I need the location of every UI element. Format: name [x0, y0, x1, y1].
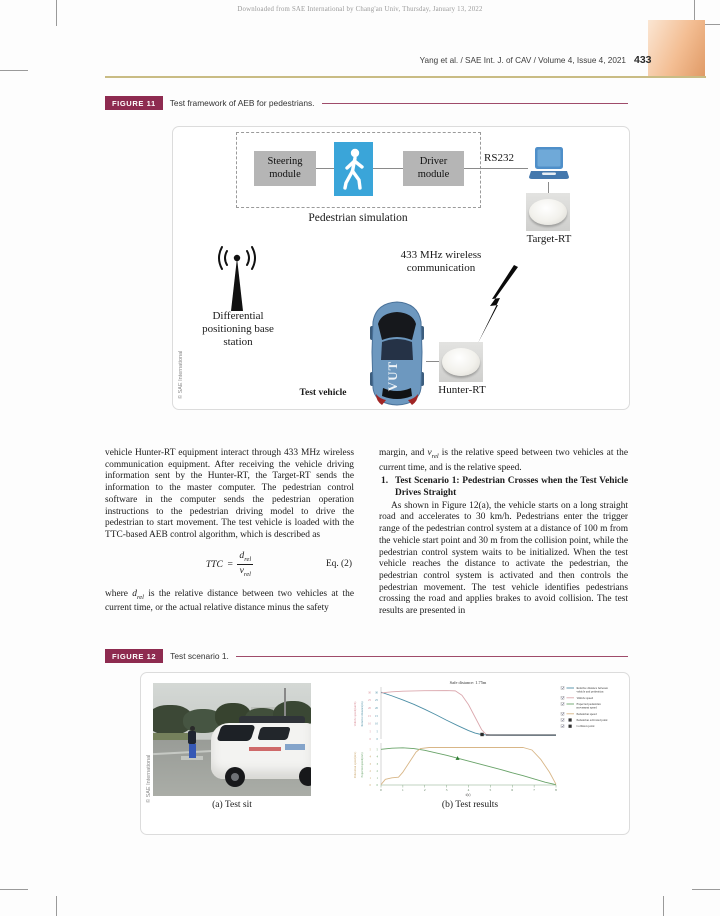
crop-mark [0, 70, 28, 71]
figure11-badge: FIGURE 11 [105, 96, 163, 110]
figure12-credit: © SAE International [146, 754, 152, 803]
car-front-rim [231, 773, 239, 781]
svg-text:6: 6 [511, 788, 514, 792]
svg-text:Expected speed(m/s): Expected speed(m/s) [360, 752, 364, 778]
running-head: Yang et al. / SAE Int. J. of CAV / Volume 4, Issue 4, 2021 [419, 56, 626, 65]
crop-mark [56, 0, 57, 26]
figure12-badge: FIGURE 12 [105, 649, 163, 663]
svg-text:Pedestrian speed: Pedestrian speed [576, 711, 597, 716]
svg-text:0: 0 [376, 783, 378, 788]
svg-text:Pedestrian speed(m/s): Pedestrian speed(m/s) [353, 751, 357, 779]
list-number: 1. [381, 476, 389, 487]
caption-b: (b) Test results [441, 800, 499, 810]
hunter-rt-disc [442, 348, 480, 376]
figure11-credit: © SAE International [178, 350, 184, 399]
svg-text:7: 7 [533, 788, 535, 792]
eq-sign: = [226, 558, 234, 570]
pedestrian-torso [188, 731, 196, 744]
svg-text:5: 5 [489, 788, 492, 792]
equation-2 [105, 551, 354, 581]
scenario-heading [379, 476, 628, 499]
svg-text:5: 5 [369, 729, 371, 734]
driver-module-label: Driver module [417, 156, 450, 180]
figure12-caption: Test scenario 1. [170, 651, 229, 661]
svg-text:2: 2 [423, 788, 426, 792]
svg-text:15: 15 [375, 713, 378, 718]
svg-text:Relative distance(m): Relative distance(m) [360, 701, 364, 727]
svg-text:10: 10 [375, 721, 378, 726]
caption-a: (a) Test sit [212, 800, 252, 810]
svg-text:10: 10 [368, 721, 371, 726]
figure11-caption-row [105, 96, 628, 110]
target-rt-device [526, 193, 570, 231]
antenna-icon [214, 245, 260, 315]
svg-text:4: 4 [376, 754, 378, 759]
pedestrian-icon [334, 142, 373, 196]
svg-text:5: 5 [376, 747, 378, 752]
svg-text:2: 2 [369, 768, 371, 773]
svg-text:3: 3 [445, 788, 448, 792]
lightning-icon [472, 265, 518, 345]
svg-text:20: 20 [368, 705, 371, 710]
crop-mark [663, 896, 664, 916]
paragraph: vehicle Hunter-RT equipment interact through 433 MHz wireless communication equipment. After receiving the vehicle driving information sent by the Hunter-RT, the Target-RT sends the information to the master computer. The pedestrian control software in the computer sends the pedestrian operation instructions to the pedestrian driving model to drive the pedestrian to start movement. The test vehicle is loaded with the TTC-based AEB control algorithm, which is described as [105, 448, 354, 540]
target-rt-label: Target-RT [526, 233, 572, 245]
svg-text:t(s): t(s) [465, 793, 471, 797]
rs232-label: RS232 [484, 152, 514, 164]
pedestrian-simulation-label: Pedestrian simulation [308, 212, 408, 224]
connector-line [464, 168, 528, 169]
steering-module-label: Steering module [267, 156, 303, 180]
figure12-caption-row [105, 649, 628, 663]
car-blue-decal [285, 744, 305, 750]
download-watermark: Downloaded from SAE International by Chang'an Univ, Thursday, January 13, 2022 [237, 6, 483, 13]
svg-text:1: 1 [369, 776, 371, 781]
svg-text:1: 1 [402, 788, 404, 792]
svg-text:Pedestrian activated point: Pedestrian activated point [576, 718, 608, 722]
crop-mark [692, 889, 720, 890]
figure12-image [140, 672, 630, 835]
walking-person-glyph [339, 147, 369, 191]
svg-text:Expected pedestrian: Expected pedestrian [576, 702, 601, 706]
svg-text:0: 0 [369, 783, 371, 788]
car-rear-wheel [299, 767, 311, 786]
connector-line [316, 168, 334, 169]
driver-module-box [403, 151, 464, 186]
svg-text:0: 0 [380, 788, 382, 792]
eq-label: Eq. (2) [325, 558, 352, 569]
wireless-label: 433 MHz wireless communication [400, 249, 482, 275]
svg-text:30: 30 [375, 690, 378, 695]
paragraph: As shown in Figure 12(a), the vehicle starts on a long straight road and accelerates to 30 km/h. Pedestrians enter the trigger range of the pedestrian control system at a distance of 100 m from the vehicle start point and 30 m from the collision point, while the pedestrian control system waits to be initialized. When the test vehicle reaches the distance to activate the pedestrian, the pedestrian control system is activated and then controls the pedestrian movement. The test vehicle identifies pedestrians crossing the road and applies brakes to avoid collision. The test results are presented in [379, 500, 628, 617]
svg-text:Relative distance between: Relative distance between [576, 686, 608, 690]
figure11-image [172, 126, 630, 410]
svg-text:Collision point: Collision point [576, 724, 595, 729]
crop-mark [0, 889, 28, 890]
figure11-rule [322, 103, 628, 104]
vut-label: VUT [385, 360, 400, 392]
svg-text:1: 1 [376, 776, 378, 781]
car-side-window [257, 727, 290, 740]
svg-text:4: 4 [467, 788, 470, 792]
car-windshield [216, 725, 255, 741]
figure11-caption: Test framework of AEB for pedestrians. [169, 98, 315, 108]
eq-lhs: TTC [205, 558, 223, 570]
header-rule [105, 76, 706, 78]
svg-text:3: 3 [376, 761, 378, 766]
target-rt-disc [529, 199, 567, 225]
car-icon [368, 300, 426, 408]
svg-text:0: 0 [376, 737, 378, 742]
svg-text:Safe distance: 1.75m: Safe distance: 1.75m [449, 680, 487, 685]
svg-text:5: 5 [376, 729, 378, 734]
svg-text:15: 15 [368, 713, 371, 718]
svg-text:2: 2 [376, 768, 378, 773]
paragraph: margin, and $v_{rel}$ is the relative speed between two vehicles at the current time, and is the relative speed. [379, 448, 629, 473]
svg-text:movement speed: movement speed [576, 705, 597, 710]
svg-text:25: 25 [375, 698, 378, 703]
svg-text:30: 30 [368, 690, 371, 695]
svg-text:0: 0 [369, 737, 371, 742]
crop-mark [704, 24, 720, 25]
car-red-decal [249, 747, 281, 751]
body-text [105, 448, 628, 618]
test-results-chart [316, 677, 624, 799]
test-site-photo [153, 683, 311, 796]
connector-line [373, 168, 403, 169]
hunter-rt-device [439, 342, 483, 382]
svg-text:4: 4 [369, 754, 371, 759]
steering-module-box [254, 151, 316, 186]
hunter-rt-label: Hunter-RT [438, 384, 486, 396]
list-heading: Test Scenario 1: Pedestrian Crosses when the Test Vehicle Drives Straight [395, 476, 628, 498]
base-station-label: Differential positioning base station [202, 310, 274, 349]
left-column [105, 448, 354, 618]
svg-text:5: 5 [369, 747, 371, 752]
pedestrian-legs [189, 744, 196, 758]
svg-text:Vehicle speed: Vehicle speed [576, 695, 594, 700]
laptop-icon [528, 145, 570, 183]
right-column [379, 448, 628, 618]
figure12-rule [236, 656, 628, 657]
svg-text:25: 25 [368, 698, 371, 703]
page-corner-ornament [648, 20, 705, 77]
eq-fraction: $\frac{d_{rel}}{v_{rel}}$ [239, 549, 252, 578]
svg-text:20: 20 [375, 705, 378, 710]
svg-text:3: 3 [369, 761, 371, 766]
paragraph: where $d_{rel}$ is the relative distance between two vehicles at the current time, or the actual relative distance minus the safety [105, 588, 355, 614]
svg-text:Vehicle speed(km/h): Vehicle speed(km/h) [353, 701, 357, 727]
test-vehicle-label: Test vehicle [299, 388, 347, 398]
svg-text:8: 8 [555, 788, 557, 792]
page-number: 433 [634, 54, 652, 66]
svg-text:vehicle and pedestrian: vehicle and pedestrian [576, 689, 604, 694]
crop-mark [56, 896, 57, 916]
